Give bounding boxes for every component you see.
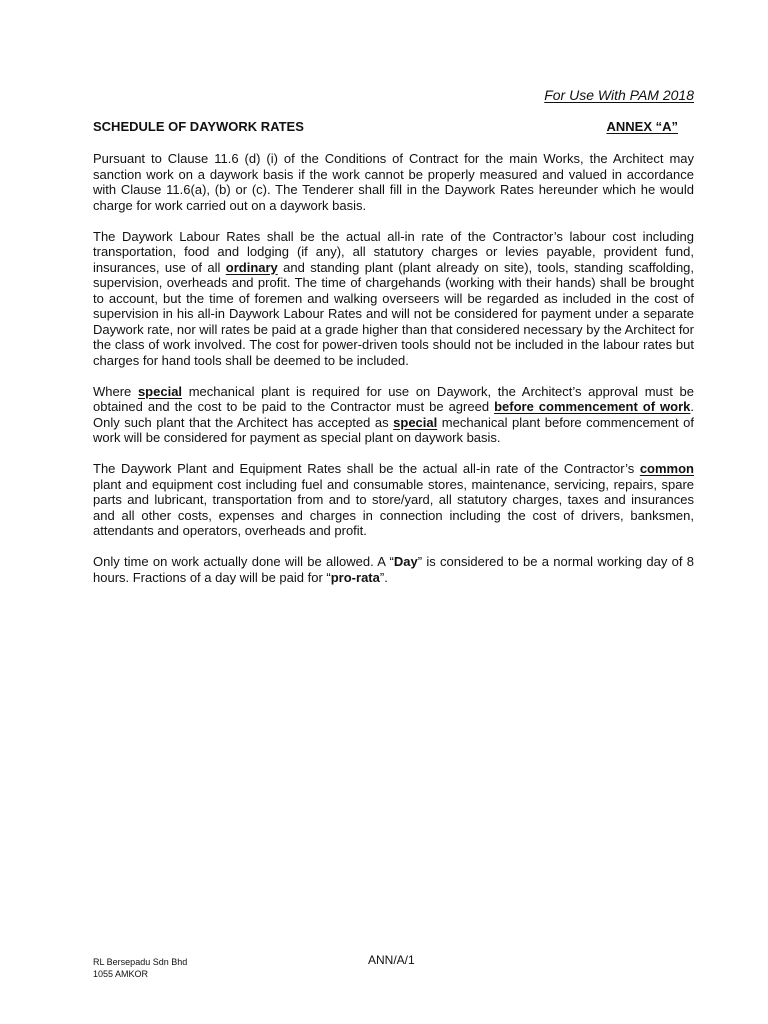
paragraph-text: Only time on work actually done will be allowed. A “ <box>93 554 394 569</box>
paragraph-special-plant <box>93 384 694 446</box>
paragraph-text: ”. <box>379 569 388 585</box>
paragraph-text: ” is considered to be a normal working day of 8 hours. Fractions of a day will be paid for “ <box>93 554 695 585</box>
document-usage-note: For Use With PAM 2018 <box>544 87 694 103</box>
emphasis-pro-rata: pro-rata <box>330 569 380 585</box>
footer-page-reference: ANN/A/1 <box>368 953 415 967</box>
annex-label: ANNEX “A” <box>606 119 678 134</box>
document-title: SCHEDULE OF DAYWORK RATES <box>93 119 304 134</box>
footer-company-name: RL Bersepadu Sdn Bhd <box>93 957 188 967</box>
paragraph-day-definition <box>93 554 694 585</box>
paragraph-text: plant and equipment cost including fuel and consumable stores, maintenance, servicing, repairs, spare parts and lubricant, transportation from and to store/yard, all statutory charges, taxes and insurances and all other costs, expenses and charges in connection including the cost of drivers, banksmen, attendants and operators, overheads and profit. <box>93 476 694 538</box>
paragraph-plant-equipment-rates <box>93 461 694 539</box>
paragraph-text: . Only such plant that the Architect has accepted as <box>93 399 695 430</box>
paragraph-text: Where <box>93 383 138 399</box>
emphasis-ordinary: ordinary <box>225 259 278 275</box>
emphasis-common: common <box>639 461 694 476</box>
paragraph-clause-reference <box>93 151 694 213</box>
emphasis-special: special <box>393 414 438 430</box>
emphasis-special: special <box>137 383 183 399</box>
emphasis-before-commencement: before commencement of work <box>494 399 691 414</box>
paragraph-labour-rates <box>93 229 694 369</box>
emphasis-day: Day <box>393 554 418 569</box>
document-body <box>93 151 694 601</box>
paragraph-text: Pursuant to Clause 11.6 (d) (i) of the Conditions of Contract for the main Works, the Architect may sanction work on a daywork basis if the work cannot be properly measured and valued in accordance with Clause 11.6(a), (b) or (c). The Tenderer shall fill in the Daywork Rates hereunder which he would charge for work carried out on a daywork basis. <box>93 151 694 213</box>
footer-company-block <box>93 956 187 980</box>
paragraph-text: mechanical plant is required for use on Daywork, the Architect’s approval must be obtained and the cost to be paid to the Contractor must be agreed <box>93 383 694 414</box>
footer-project-code: 1055 AMKOR <box>93 969 149 979</box>
paragraph-text: The Daywork Labour Rates shall be the actual all-in rate of the Contractor’s labour cost including transportation, food and lodging (if any), all statutory charges or levies payable, provident fund, insurances, use of all <box>93 228 694 275</box>
paragraph-text: The Daywork Plant and Equipment Rates shall be the actual all-in rate of the Contractor’s <box>93 461 640 476</box>
document-page <box>93 0 694 1024</box>
paragraph-text: and standing plant (plant already on site), tools, standing scaffolding, supervision, overheads and profit. The time of chargehands (working with their hands) shall be brought to account, but the time of foremen and walking overseers will be regarded as included in the cost of supervision in his all-in Daywork Labour Rates and will not be considered for payment under a separate Daywork rate, nor will rates be paid at a grade higher than that considered necessary by the Architect for the class of work involved. The cost for power-driven tools should not be included in the labour rates but charges for hand tools shall be deemed to be included. <box>93 259 695 368</box>
heading-row <box>93 119 694 134</box>
paragraph-text: mechanical plant before commencement of work will be considered for payment as special plant on daywork basis. <box>93 414 694 445</box>
